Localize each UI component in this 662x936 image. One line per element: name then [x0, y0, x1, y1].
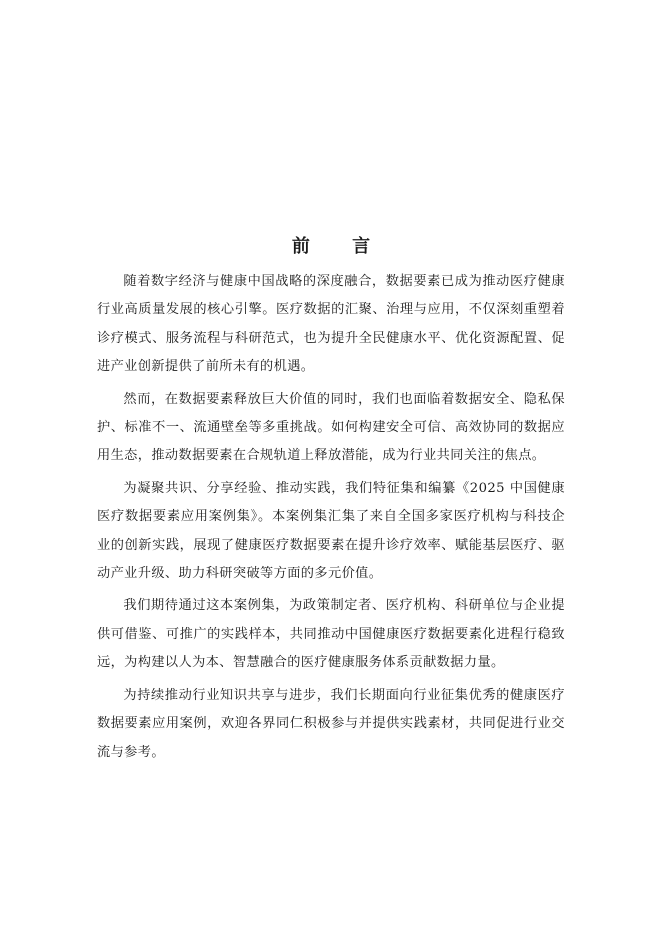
paragraph-3: 为凝聚共识、分享经验、推动实践，我们特征集和编纂《2025 中国健康医疗数据要素应用案例集》。本案例集汇集了来自全国多家医疗机构与科技企业的创新实践，展现了健康医疗数据要素在提升诊疗效率、赋能基层医疗、驱动产业升级、助力科研突破等方面的多元价值。 — [97, 480, 565, 582]
paragraph-5: 为持续推动行业知识共享与进步，我们长期面向行业征集优秀的健康医疗数据要素应用案例，欢迎各界同仁积极参与并提供实践素材，共同促进行业交流与参考。 — [97, 687, 565, 760]
paragraph-1: 随着数字经济与健康中国战略的深度融合，数据要素已成为推动医疗健康行业高质量发展的核心引擎。医疗数据的汇聚、治理与应用，不仅深刻重塑着诊疗模式、服务流程与科研范式，也为提升全民健康水平、优化资源配置、促进产业创新提供了前所未有的机遇。 — [97, 274, 565, 375]
page-title: 前 言 — [291, 236, 389, 257]
paragraph-2: 然而，在数据要素释放巨大价值的同时，我们也面临着数据安全、隐私保护、标准不一、流通壁垒等多重挑战。如何构建安全可信、高效协同的数据应用生态，推动数据要素在合规轨道上释放潜能，成为行业共同关注的焦点。 — [97, 391, 565, 464]
body-text — [97, 268, 565, 771]
paragraph-4: 我们期待通过这本案例集，为政策制定者、医疗机构、科研单位与企业提供可借鉴、可推广的实践样本，共同推动中国健康医疗数据要素化进程行稳致远，为构建以人为本、智慧融合的医疗健康服务体系贡献数据力量。 — [97, 598, 565, 671]
